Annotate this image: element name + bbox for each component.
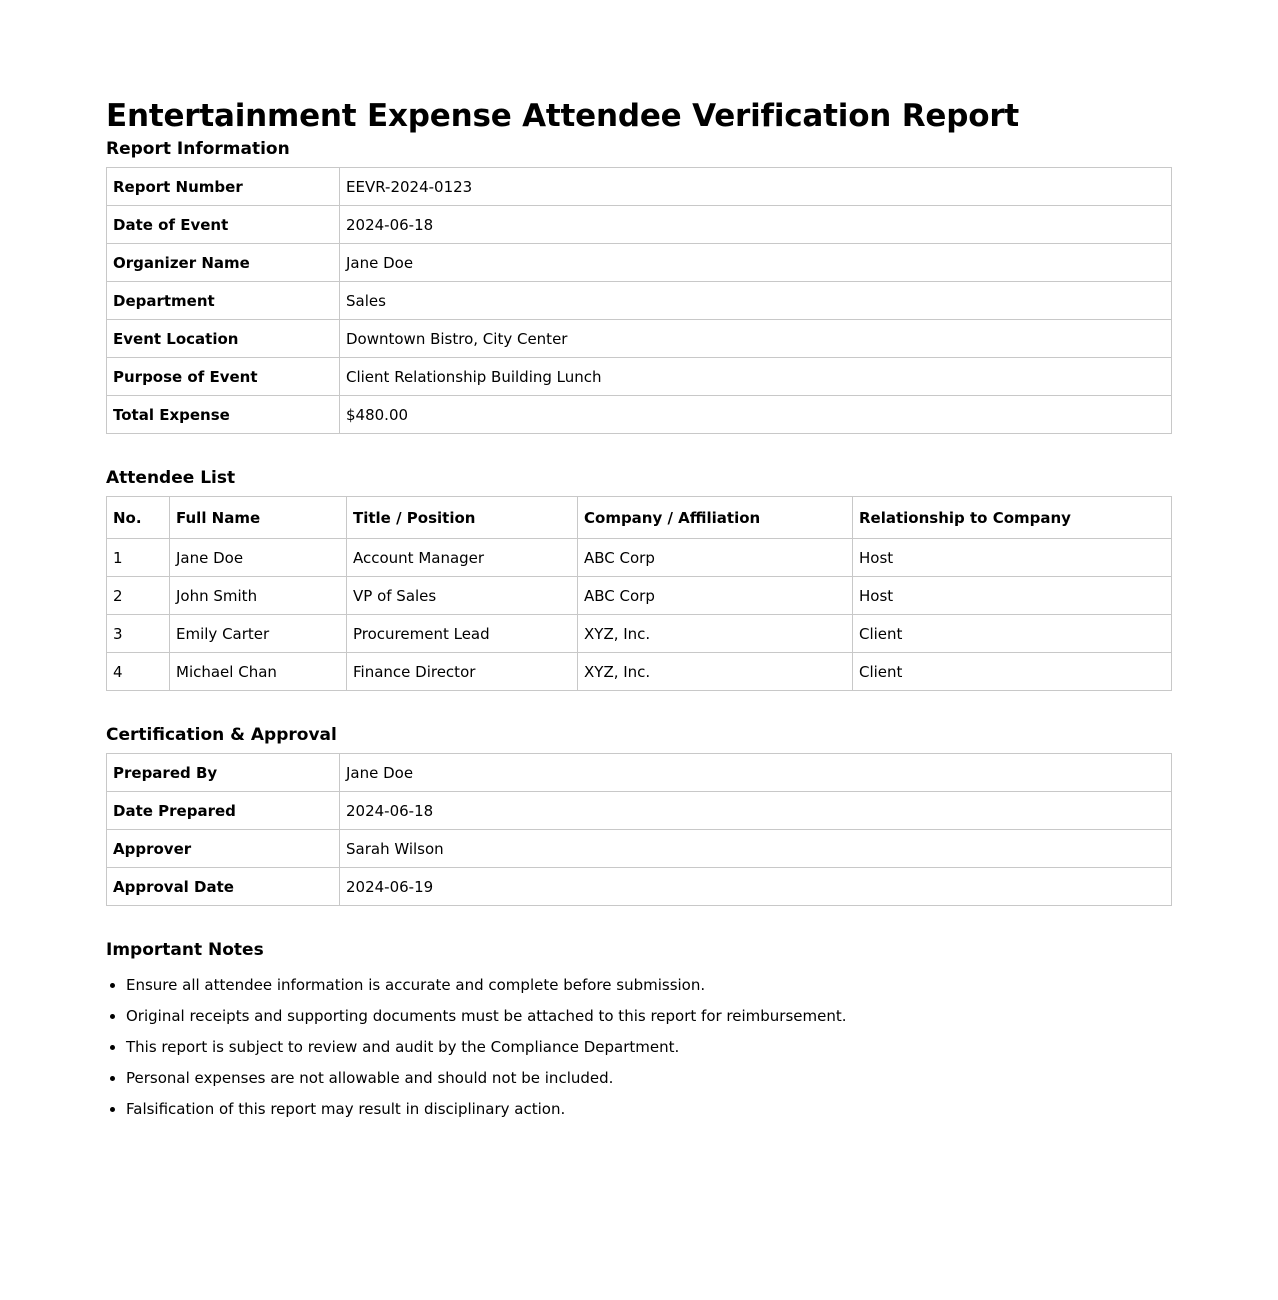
organizer-name-label: Organizer Name — [107, 244, 340, 282]
event-location-label: Event Location — [107, 320, 340, 358]
report-information-section — [106, 138, 1172, 434]
attendee-list-section — [106, 467, 1172, 691]
attendee-no: 1 — [107, 539, 170, 577]
purpose-of-event-label: Purpose of Event — [107, 358, 340, 396]
column-header-relationship: Relationship to Company — [853, 497, 1172, 539]
event-location-value: Downtown Bistro, City Center — [340, 320, 1172, 358]
table-row — [107, 653, 1172, 691]
important-notes-section — [106, 939, 1172, 1125]
department-label: Department — [107, 282, 340, 320]
table-row — [107, 539, 1172, 577]
approver-value: Sarah Wilson — [340, 830, 1172, 868]
list-item: • Personal expenses are not allowable and should not be included. — [126, 1063, 1172, 1094]
table-row — [107, 615, 1172, 653]
list-item: • This report is subject to review and audit by the Compliance Department. — [126, 1032, 1172, 1063]
table-row — [107, 577, 1172, 615]
approval-date-value: 2024-06-19 — [340, 868, 1172, 906]
date-prepared-label: Date Prepared — [107, 792, 340, 830]
list-item: • Falsification of this report may result in disciplinary action. — [126, 1094, 1172, 1125]
table-row — [107, 206, 1172, 244]
list-item: • Original receipts and supporting documents must be attached to this report for reimbursement. — [126, 1001, 1172, 1032]
total-expense-label: Total Expense — [107, 396, 340, 434]
attendee-full-name: Michael Chan — [170, 653, 347, 691]
column-header-company: Company / Affiliation — [578, 497, 853, 539]
attendee-table — [106, 496, 1172, 691]
report-number-label: Report Number — [107, 168, 340, 206]
report-information-heading: Report Information — [106, 139, 290, 159]
approver-label: Approver — [107, 830, 340, 868]
column-header-full-name: Full Name — [170, 497, 347, 539]
list-item: • Ensure all attendee information is accurate and complete before submission. — [126, 970, 1172, 1001]
table-row — [107, 244, 1172, 282]
attendee-company: ABC Corp — [578, 539, 853, 577]
attendee-title: Account Manager — [347, 539, 578, 577]
column-header-no: No. — [107, 497, 170, 539]
table-row — [107, 396, 1172, 434]
attendee-relationship: Client — [853, 653, 1172, 691]
attendee-no: 4 — [107, 653, 170, 691]
attendee-company: XYZ, Inc. — [578, 615, 853, 653]
purpose-of-event-value: Client Relationship Building Lunch — [340, 358, 1172, 396]
total-expense-value: $480.00 — [340, 396, 1172, 434]
organizer-name-value: Jane Doe — [340, 244, 1172, 282]
attendee-relationship: Host — [853, 577, 1172, 615]
table-row — [107, 358, 1172, 396]
page-title: Entertainment Expense Attendee Verification Report — [106, 98, 1020, 134]
attendee-full-name: Emily Carter — [170, 615, 347, 653]
table-header-row — [107, 497, 1172, 539]
attendee-full-name: Jane Doe — [170, 539, 347, 577]
table-row — [107, 168, 1172, 206]
prepared-by-label: Prepared By — [107, 754, 340, 792]
attendee-title: Finance Director — [347, 653, 578, 691]
important-notes-heading: Important Notes — [106, 940, 264, 960]
certification-section — [106, 724, 1172, 906]
attendee-no: 2 — [107, 577, 170, 615]
attendee-company: XYZ, Inc. — [578, 653, 853, 691]
attendee-no: 3 — [107, 615, 170, 653]
certification-heading: Certification & Approval — [106, 725, 337, 745]
attendee-relationship: Client — [853, 615, 1172, 653]
report-number-value: EEVR-2024-0123 — [340, 168, 1172, 206]
prepared-by-value: Jane Doe — [340, 754, 1172, 792]
date-of-event-label: Date of Event — [107, 206, 340, 244]
notes-list — [106, 970, 1172, 1125]
table-row — [107, 320, 1172, 358]
date-of-event-value: 2024-06-18 — [340, 206, 1172, 244]
attendee-relationship: Host — [853, 539, 1172, 577]
approval-date-label: Approval Date — [107, 868, 340, 906]
attendee-title: VP of Sales — [347, 577, 578, 615]
attendee-full-name: John Smith — [170, 577, 347, 615]
table-row — [107, 868, 1172, 906]
department-value: Sales — [340, 282, 1172, 320]
attendee-company: ABC Corp — [578, 577, 853, 615]
table-row — [107, 754, 1172, 792]
attendee-title: Procurement Lead — [347, 615, 578, 653]
column-header-title: Title / Position — [347, 497, 578, 539]
table-row — [107, 792, 1172, 830]
attendee-list-heading: Attendee List — [106, 468, 236, 488]
table-row — [107, 282, 1172, 320]
date-prepared-value: 2024-06-18 — [340, 792, 1172, 830]
table-row — [107, 830, 1172, 868]
certification-table — [106, 753, 1172, 906]
report-information-table — [106, 167, 1172, 434]
